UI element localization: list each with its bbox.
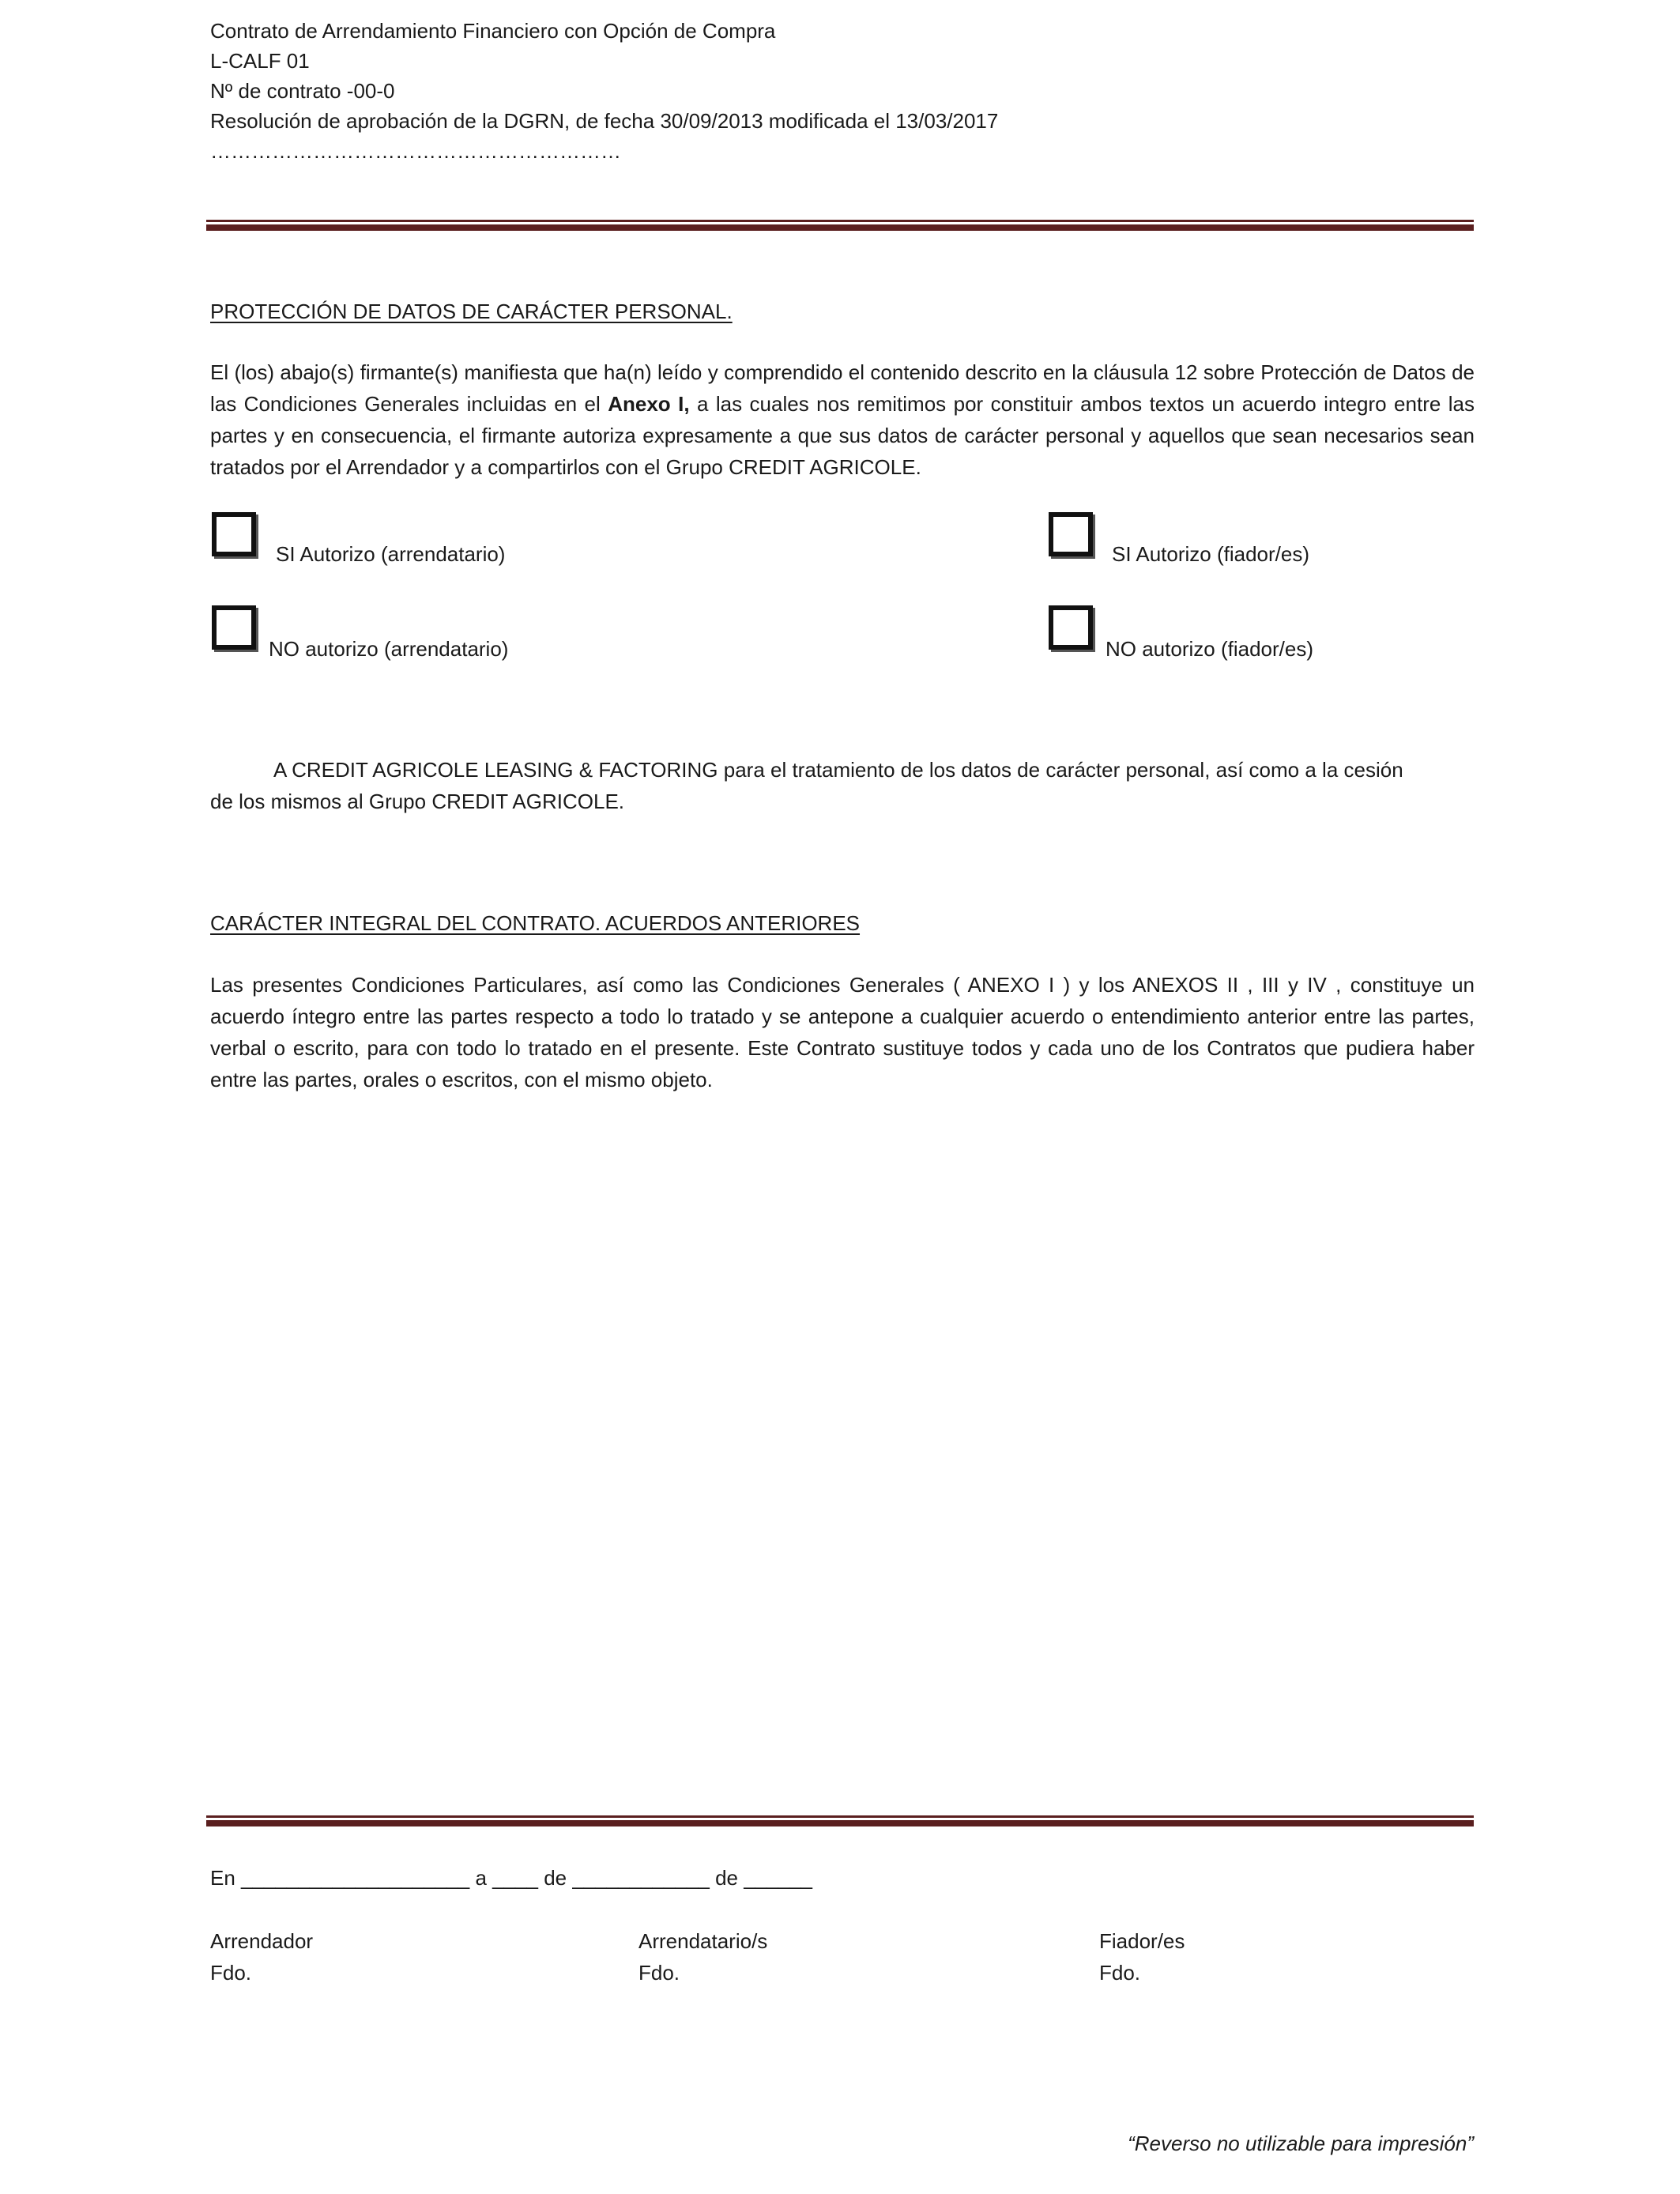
dotted-line: ……………………………………………………	[210, 139, 621, 163]
top-divider	[206, 220, 1474, 231]
no-arrendatario-label: NO autorizo (arrendatario)	[269, 637, 509, 661]
data-protection-title: PROTECCIÓN DE DATOS DE CARÁCTER PERSONAL.	[210, 300, 733, 323]
signature-arrendador	[210, 1925, 313, 1989]
arrendatario-label: Arrendatario/s	[638, 1929, 768, 1953]
bottom-divider	[206, 1815, 1474, 1826]
contract-code: L-CALF 01	[210, 49, 310, 73]
data-protection-text-1: El (los) abajo(s) firmante(s) manifiesta que ha(n) leído y comprendido el contenido descrito en la cláusula 12 sobre Protección de Datos de las Condiciones Generales incluidas en el	[210, 360, 1475, 416]
approval-resolution: Resolución de aprobación de la DGRN, de fecha 30/09/2013 modificada el 13/03/2017	[210, 109, 999, 133]
annex-reference: Anexo I,	[608, 392, 690, 416]
contract-number: Nº de contrato -00-0	[210, 79, 395, 103]
integral-contract-title: CARÁCTER INTEGRAL DEL CONTRATO. ACUERDOS ANTERIORES	[210, 911, 861, 935]
integral-contract-paragraph: Las presentes Condiciones Particulares, así como las Condiciones Generales ( ANEXO I ) y los ANEXOS II , III y IV , constituye un acuerdo íntegro entre las partes respecto a todo lo tratado y se antepone a cualquier acuerdo o entendimiento anterior entre las partes, verbal o escrito, para con todo lo tratado en el presente. Este Contrato sustituye todos y cada uno de los Contratos que pudiera haber entre las partes, orales o escritos, con el mismo objeto.	[210, 973, 1475, 1091]
no-fiador-checkbox[interactable]	[1049, 605, 1093, 650]
signature-arrendatario	[638, 1925, 767, 1989]
fiador-fdo: Fdo.	[1099, 1961, 1141, 1985]
no-arrendatario-checkbox[interactable]	[212, 605, 256, 650]
data-protection-paragraph	[210, 356, 1475, 483]
arrendador-label: Arrendador	[210, 1929, 314, 1953]
no-fiador-label: NO autorizo (fiador/es)	[1106, 637, 1313, 661]
si-arrendatario-checkbox[interactable]	[212, 512, 256, 556]
si-fiador-label: SI Autorizo (fiador/es)	[1112, 542, 1309, 566]
arrendatario-fdo: Fdo.	[638, 1961, 680, 1985]
si-fiador-checkbox[interactable]	[1049, 512, 1093, 556]
document-header	[210, 16, 1475, 166]
signature-fiador	[1099, 1925, 1185, 1989]
data-protection-text-2: a las cuales nos remitimos por constituir ambos textos un acuerdo integro entre las partes y en consecuencia, el firmante autoriza expresamente a que sus datos de carácter personal y aquellos que sean necesarios sean tratados por el Arrendador y a compartirlos con el Grupo CREDIT AGRICOLE.	[210, 392, 1475, 479]
cession-text: A CREDIT AGRICOLE LEASING & FACTORING para el tratamiento de los datos de carácter personal, así como a la cesión de los mismos al Grupo CREDIT AGRICOLE.	[210, 758, 1403, 813]
place-date-line: En ____________________ a ____ de ____________ de ______	[210, 1866, 812, 1890]
fiador-label: Fiador/es	[1099, 1929, 1185, 1953]
reverse-not-usable-note: “Reverso no utilizable para impresión”	[1128, 2132, 1474, 2155]
si-arrendatario-label: SI Autorizo (arrendatario)	[276, 542, 506, 566]
arrendador-fdo: Fdo.	[210, 1961, 252, 1985]
cession-paragraph	[210, 754, 1419, 817]
contract-title: Contrato de Arrendamiento Financiero con Opción de Compra	[210, 19, 776, 43]
